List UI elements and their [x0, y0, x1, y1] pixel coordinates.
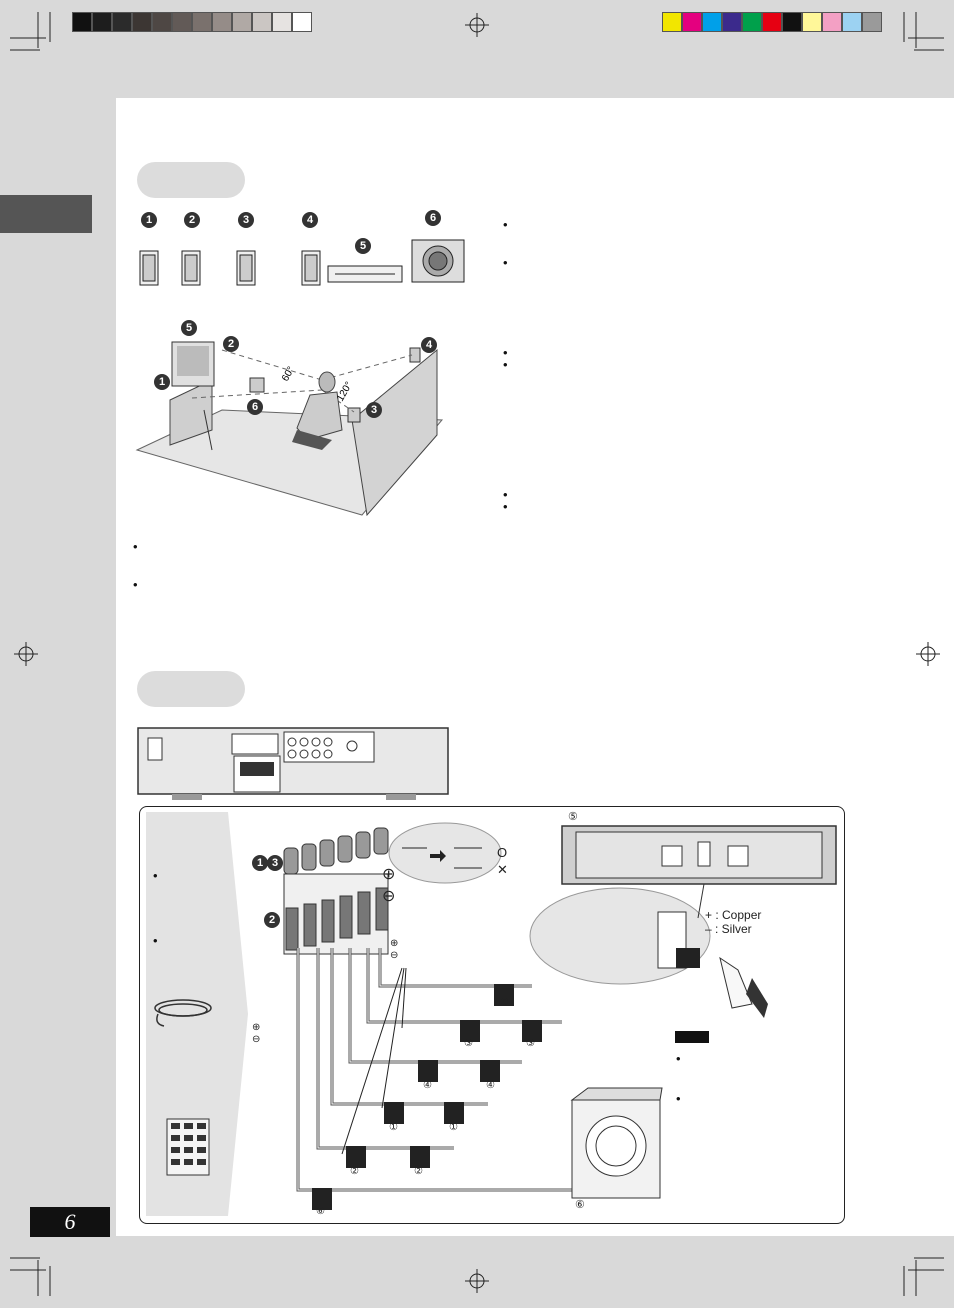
speaker-number-5: 5 — [355, 238, 371, 254]
cable-tag-6: ⑥ — [316, 1206, 325, 1217]
note-bullet-2: • — [676, 1091, 681, 1106]
bullet-left-1: • — [133, 539, 138, 554]
terminal-legend-plus: + : Copper — [705, 908, 762, 922]
polarity-minus: ⊖ — [382, 888, 396, 905]
speaker-number-6: 6 — [425, 210, 441, 226]
speaker-number-2: 2 — [184, 212, 200, 228]
room-number-3: 3 — [366, 402, 382, 418]
side-polarity-plus: ⊕ — [252, 1022, 261, 1033]
sidebar-bullet-2: • — [153, 933, 158, 948]
bullet-right-1: • — [503, 217, 508, 232]
speaker-number-1: 1 — [141, 212, 157, 228]
sidebar-bullet-1: • — [153, 868, 158, 883]
cable-tag-1a: ① — [389, 1122, 398, 1133]
speaker-number-3: 3 — [238, 212, 254, 228]
room-number-1: 1 — [154, 374, 170, 390]
step-number-1: 1 — [252, 855, 268, 871]
note-bullet-1: • — [676, 1051, 681, 1066]
bullet-right-3: • — [503, 345, 508, 360]
subwoofer-number: ⑥ — [575, 1199, 585, 1211]
bullet-right-6: • — [503, 499, 508, 514]
wire-polarity-plus: ⊕ — [390, 938, 399, 949]
speaker-wiring-diagram — [232, 808, 842, 1218]
sticker-sheet — [166, 1118, 210, 1176]
callout-number-5: ⑤ — [568, 811, 578, 823]
room-number-4: 4 — [421, 337, 437, 353]
section-heading-placement — [137, 162, 245, 198]
cable-tag-4b: ④ — [486, 1080, 495, 1091]
note-tag — [675, 1031, 709, 1043]
room-number-6: 6 — [247, 399, 263, 415]
speaker-lineup — [130, 236, 470, 296]
terminal-legend-minus: – : Silver — [705, 922, 752, 936]
bullet-left-2: • — [133, 577, 138, 592]
bullet-right-2: • — [503, 255, 508, 270]
room-number-2: 2 — [223, 336, 239, 352]
speaker-cable-coil — [150, 994, 216, 1030]
mark-ok: O — [497, 845, 508, 860]
cable-tag-4a: ④ — [423, 1080, 432, 1091]
bullet-right-4: • — [503, 357, 508, 372]
cable-tag-3b: ③ — [526, 1038, 535, 1049]
angle-label-60: 60° — [280, 364, 298, 384]
cable-tag-2b: ② — [414, 1166, 423, 1177]
mark-ng: ✕ — [497, 862, 508, 877]
step-number-2: 2 — [264, 912, 280, 928]
cable-tag-3a: ③ — [464, 1038, 473, 1049]
cable-tag-1b: ① — [449, 1122, 458, 1133]
cable-tag-2a: ② — [350, 1166, 359, 1177]
bullet-right-5: • — [503, 487, 508, 502]
angle-label-120: 120° — [335, 380, 355, 404]
wire-polarity-minus: ⊖ — [390, 950, 399, 961]
step-number-3: 3 — [267, 855, 283, 871]
polarity-plus: ⊕ — [382, 866, 396, 883]
section-heading-connection — [137, 671, 245, 707]
receiver-rear-panel — [136, 726, 452, 804]
speaker-number-4: 4 — [302, 212, 318, 228]
page-number: 6 — [30, 1207, 110, 1237]
room-placement-diagram — [132, 320, 452, 520]
room-number-5: 5 — [181, 320, 197, 336]
side-polarity-minus: ⊖ — [252, 1034, 261, 1045]
cable-tag-5: ⑤ — [500, 997, 509, 1008]
